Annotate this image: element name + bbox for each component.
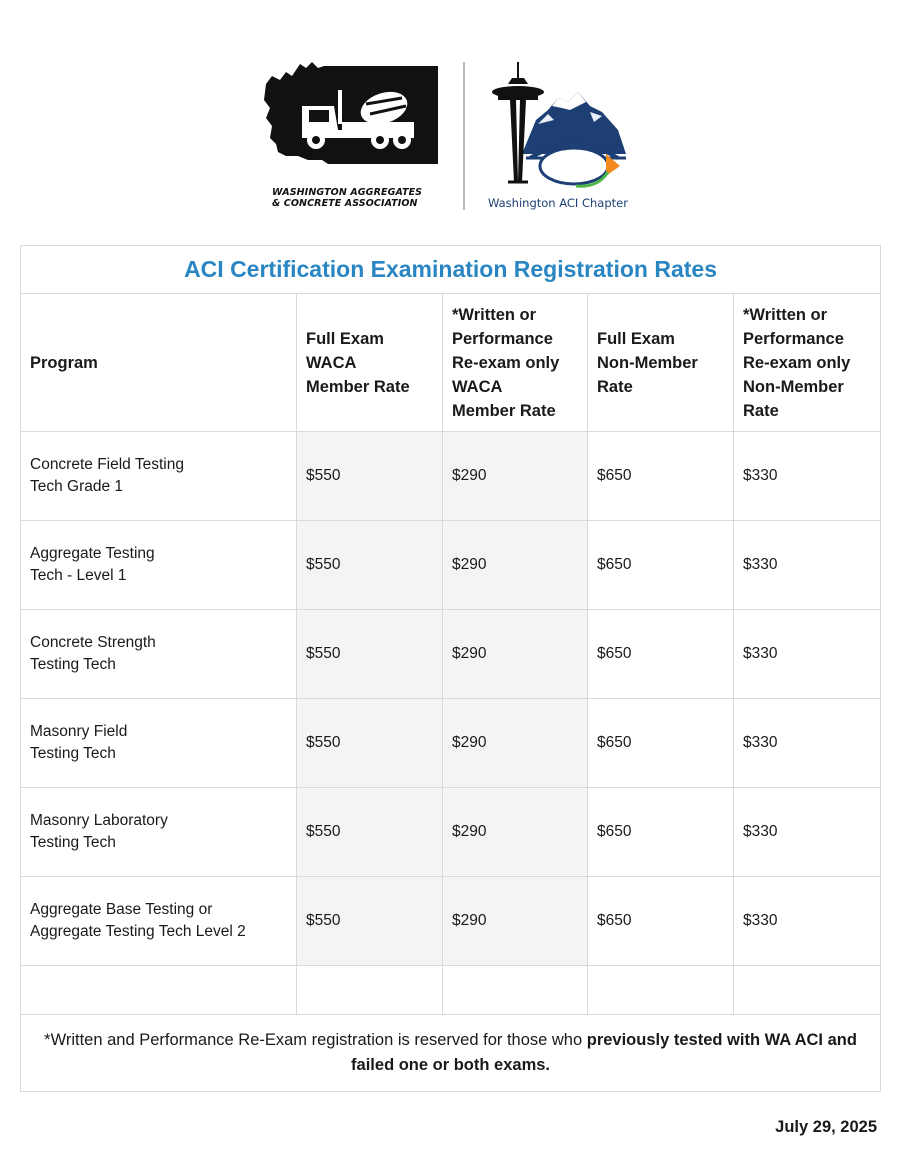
waca-wordmark <box>272 187 452 209</box>
blank-cell <box>588 966 734 1015</box>
table-header-row <box>21 294 881 432</box>
blank-cell <box>297 966 443 1015</box>
program-name: Concrete Field Testing Tech Grade 1 <box>21 432 297 521</box>
blank-row <box>21 966 881 1015</box>
program-name: Masonry Laboratory Testing Tech <box>21 788 297 877</box>
price-full-nonmember: $650 <box>588 788 734 877</box>
price-reexam-member: $290 <box>443 521 588 610</box>
rates-table <box>20 245 881 1092</box>
table-row <box>21 521 881 610</box>
price-reexam-nonmember: $330 <box>734 610 881 699</box>
price-full-member: $550 <box>297 432 443 521</box>
header-reexam-nonmember: *Written or Performance Re-exam only Non-Member Rate <box>734 294 881 432</box>
table-row <box>21 610 881 699</box>
price-reexam-nonmember: $330 <box>734 877 881 966</box>
price-full-member: $550 <box>297 610 443 699</box>
logo-header <box>0 58 900 218</box>
price-full-member: $550 <box>297 521 443 610</box>
reexam-note <box>21 1015 881 1092</box>
price-full-nonmember: $650 <box>588 432 734 521</box>
price-reexam-member: $290 <box>443 877 588 966</box>
logo-divider <box>463 62 465 210</box>
price-full-nonmember: $650 <box>588 699 734 788</box>
price-full-member: $550 <box>297 877 443 966</box>
price-reexam-nonmember: $330 <box>734 699 881 788</box>
note-row <box>21 1015 881 1092</box>
aci-chapter-logo <box>478 62 634 194</box>
blank-cell <box>21 966 297 1015</box>
price-full-nonmember: $650 <box>588 610 734 699</box>
price-full-member: $550 <box>297 699 443 788</box>
table-title: ACI Certification Examination Registration Rates <box>21 246 881 294</box>
header-reexam-member: *Written or Performance Re-exam only WACA Member Rate <box>443 294 588 432</box>
price-reexam-nonmember: $330 <box>734 788 881 877</box>
blank-cell <box>443 966 588 1015</box>
program-name: Concrete Strength Testing Tech <box>21 610 297 699</box>
price-full-nonmember: $650 <box>588 877 734 966</box>
waca-line-1: WASHINGTON AGGREGATES <box>272 187 423 198</box>
price-reexam-member: $290 <box>443 432 588 521</box>
header-program: Program <box>21 294 297 432</box>
price-reexam-nonmember: $330 <box>734 432 881 521</box>
program-name: Aggregate Testing Tech - Level 1 <box>21 521 297 610</box>
table-row <box>21 432 881 521</box>
price-reexam-nonmember: $330 <box>734 521 881 610</box>
price-full-member: $550 <box>297 788 443 877</box>
price-reexam-member: $290 <box>443 610 588 699</box>
program-name: Aggregate Base Testing or Aggregate Testing Tech Level 2 <box>21 877 297 966</box>
reexam-note-emphasis: previously tested with WA ACI and failed one or both exams. <box>351 1031 857 1074</box>
program-name: Masonry Field Testing Tech <box>21 699 297 788</box>
waca-line-2: & CONCRETE ASSOCIATION <box>272 198 418 209</box>
table-row <box>21 788 881 877</box>
table-row <box>21 699 881 788</box>
price-reexam-member: $290 <box>443 788 588 877</box>
aci-chapter-name: Washington ACI Chapter <box>488 196 628 210</box>
price-reexam-member: $290 <box>443 699 588 788</box>
price-full-nonmember: $650 <box>588 521 734 610</box>
table-title-row <box>21 246 881 294</box>
header-full-exam-nonmember: Full Exam Non-Member Rate <box>588 294 734 432</box>
blank-cell <box>734 966 881 1015</box>
table-row <box>21 877 881 966</box>
header-full-exam-member: Full Exam WACA Member Rate <box>297 294 443 432</box>
reexam-note-text: *Written and Performance Re-Exam registration is reserved for those who <box>44 1031 587 1049</box>
document-date: July 29, 2025 <box>775 1118 877 1136</box>
